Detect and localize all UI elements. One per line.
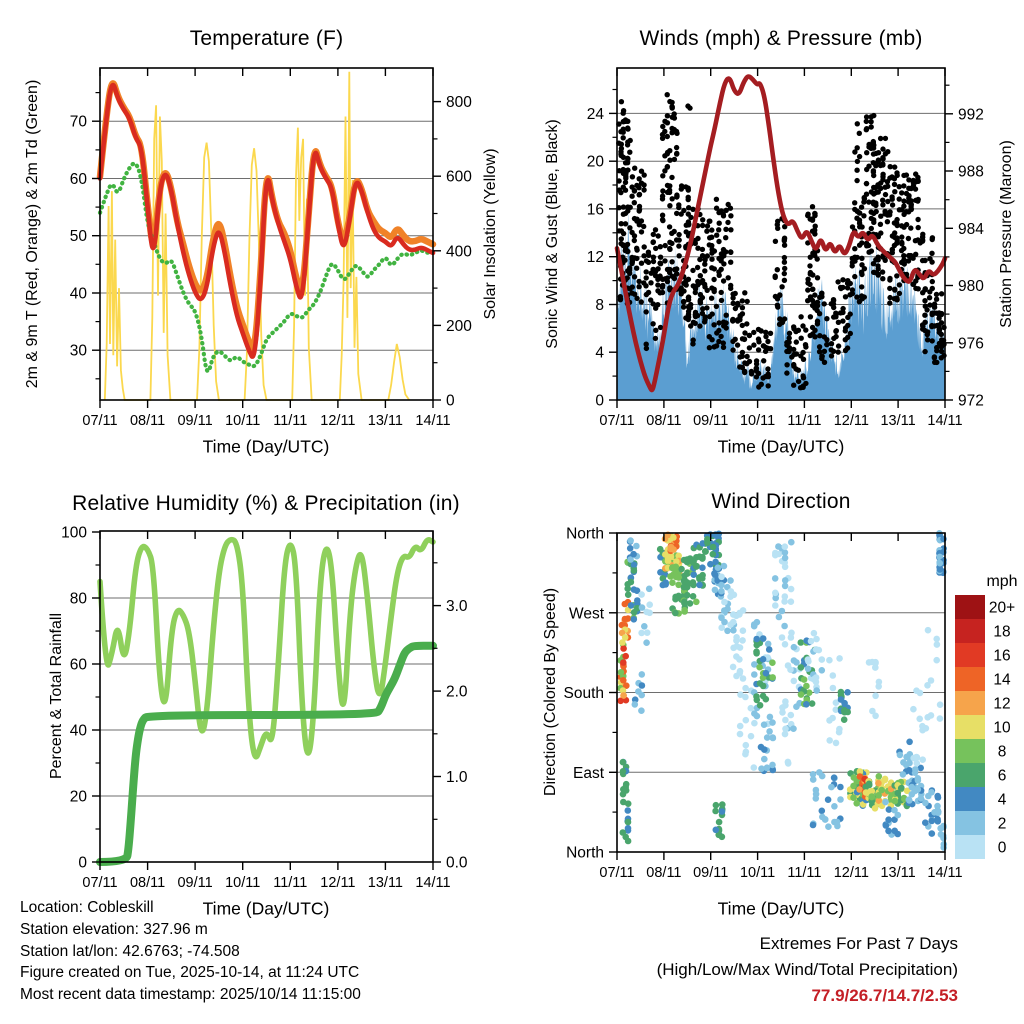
extremes-summary [657, 931, 958, 1009]
humidity-left-axis-label: Percent & Total Rainfall [48, 612, 65, 780]
svg-text:07/11: 07/11 [82, 875, 118, 891]
svg-text:30: 30 [69, 342, 87, 360]
svg-text:07/11: 07/11 [599, 413, 635, 429]
svg-text:600: 600 [446, 168, 472, 186]
svg-text:8: 8 [595, 297, 604, 314]
svg-text:08/11: 08/11 [646, 413, 682, 429]
svg-text:09/11: 09/11 [693, 413, 729, 429]
winds-x-axis-label: Time (Day/UTC) [717, 436, 845, 457]
svg-text:0: 0 [595, 392, 604, 410]
svg-text:10/11: 10/11 [739, 865, 776, 881]
svg-text:10: 10 [993, 719, 1011, 737]
svg-text:24: 24 [586, 105, 604, 123]
svg-text:988: 988 [958, 163, 984, 181]
svg-text:08/11: 08/11 [646, 865, 682, 881]
winds-left-axis-label: Sonic Wind & Gust (Blue, Black) [544, 119, 561, 349]
svg-text:18: 18 [993, 623, 1011, 641]
svg-text:13/11: 13/11 [880, 413, 916, 429]
svg-text:40: 40 [69, 722, 87, 740]
winds-pressure-chart-title: Winds (mph) & Pressure (mb) [639, 27, 923, 50]
svg-text:11/11: 11/11 [787, 865, 822, 881]
svg-text:14/11: 14/11 [927, 413, 963, 429]
station-latlon: Station lat/lon: 42.6763; -74.508 [20, 942, 240, 960]
svg-text:100: 100 [61, 524, 87, 542]
humidity-x-axis-label: Time (Day/UTC) [202, 898, 330, 919]
svg-text:14/11: 14/11 [415, 413, 451, 429]
svg-text:2.0: 2.0 [446, 683, 468, 701]
svg-text:13/11: 13/11 [367, 413, 404, 429]
svg-text:992: 992 [958, 106, 984, 124]
figure-created: Figure created on Tue, 2025-10-14, at 11:24 UTC [20, 964, 360, 982]
temperature-x-axis-label: Time (Day/UTC) [202, 436, 330, 457]
svg-text:13/11: 13/11 [367, 875, 404, 891]
svg-text:11/11: 11/11 [273, 413, 308, 429]
svg-text:12/11: 12/11 [320, 413, 356, 429]
wind-direction-x-axis-label: Time (Day/UTC) [717, 898, 845, 919]
svg-text:70: 70 [69, 113, 87, 131]
svg-text:40: 40 [69, 285, 87, 303]
data-timestamp: Most recent data timestamp: 2025/10/14 11:15:00 [20, 986, 361, 1004]
svg-text:09/11: 09/11 [177, 875, 213, 891]
svg-text:980: 980 [958, 278, 984, 295]
svg-text:10/11: 10/11 [225, 875, 261, 891]
svg-text:60: 60 [69, 656, 87, 674]
svg-text:14/11: 14/11 [927, 865, 963, 881]
svg-text:10/11: 10/11 [739, 413, 776, 429]
svg-text:12/11: 12/11 [320, 875, 356, 891]
humidity-precip-chart-title: Relative Humidity (%) & Precipitation (in) [72, 492, 460, 515]
svg-text:12/11: 12/11 [833, 865, 869, 881]
svg-text:4: 4 [595, 344, 604, 362]
temperature-chart-title: Temperature (F) [189, 27, 344, 50]
svg-text:08/11: 08/11 [129, 875, 166, 891]
svg-text:8: 8 [997, 743, 1007, 761]
winds-right-axis-label: Station Pressure (Maroon) [998, 140, 1015, 328]
station-elevation: Station elevation: 327.96 m [20, 920, 208, 938]
svg-text:13/11: 13/11 [880, 865, 916, 881]
svg-text:07/11: 07/11 [82, 413, 118, 429]
svg-text:976: 976 [958, 335, 984, 353]
station-info [20, 897, 361, 1006]
svg-text:North: North [566, 525, 604, 543]
svg-text:14/11: 14/11 [415, 875, 451, 891]
temperature-left-axis-label: 2m & 9m T (Red, Orange) & 2m Td (Green) [24, 79, 41, 389]
svg-text:14: 14 [993, 671, 1011, 689]
extremes-values: 77.9/26.7/14.7/2.53 [811, 986, 958, 1005]
svg-text:80: 80 [69, 590, 87, 608]
speed-colorbar [955, 573, 1018, 859]
svg-text:09/11: 09/11 [693, 865, 729, 881]
svg-text:16: 16 [993, 647, 1011, 665]
svg-text:07/11: 07/11 [599, 865, 635, 881]
temperature-right-axis-label: Solar Insolation (Yellow) [482, 148, 499, 320]
svg-text:972: 972 [958, 392, 984, 410]
svg-text:0: 0 [78, 854, 87, 872]
svg-text:09/11: 09/11 [177, 413, 213, 429]
svg-text:10/11: 10/11 [225, 413, 261, 429]
svg-text:12/11: 12/11 [833, 413, 869, 429]
svg-text:West: West [568, 605, 604, 623]
station-location: Location: Cobleskill [20, 899, 154, 916]
svg-text:800: 800 [446, 94, 472, 112]
svg-text:16: 16 [586, 201, 604, 219]
svg-text:0.0: 0.0 [446, 854, 468, 872]
svg-text:3.0: 3.0 [446, 598, 468, 616]
svg-text:6: 6 [997, 767, 1007, 785]
svg-text:20: 20 [69, 788, 87, 806]
wind-direction-chart-title: Wind Direction [711, 490, 851, 513]
svg-text:4: 4 [997, 791, 1007, 809]
svg-text:0: 0 [997, 839, 1007, 857]
svg-text:11/11: 11/11 [787, 413, 822, 429]
svg-text:2: 2 [997, 815, 1007, 833]
svg-text:12: 12 [993, 695, 1011, 713]
svg-text:08/11: 08/11 [129, 413, 166, 429]
svg-text:East: East [572, 764, 604, 782]
svg-text:0: 0 [446, 392, 455, 410]
svg-text:South: South [563, 685, 604, 702]
svg-text:12: 12 [586, 249, 604, 267]
wind-direction-left-axis-label: Direction (Colored By Speed) [542, 587, 559, 797]
extremes-title: Extremes For Past 7 Days [759, 934, 958, 953]
svg-text:20: 20 [586, 153, 604, 171]
svg-text:400: 400 [446, 243, 472, 261]
svg-text:mph: mph [986, 573, 1018, 590]
svg-text:20+: 20+ [988, 599, 1016, 617]
svg-text:1.0: 1.0 [446, 769, 468, 786]
svg-text:50: 50 [69, 228, 87, 246]
svg-text:200: 200 [446, 317, 472, 335]
svg-text:North: North [566, 844, 604, 862]
svg-text:60: 60 [69, 171, 87, 188]
svg-text:984: 984 [958, 220, 984, 238]
extremes-subtitle: (High/Low/Max Wind/Total Precipitation) [656, 960, 958, 979]
svg-text:11/11: 11/11 [273, 875, 308, 891]
